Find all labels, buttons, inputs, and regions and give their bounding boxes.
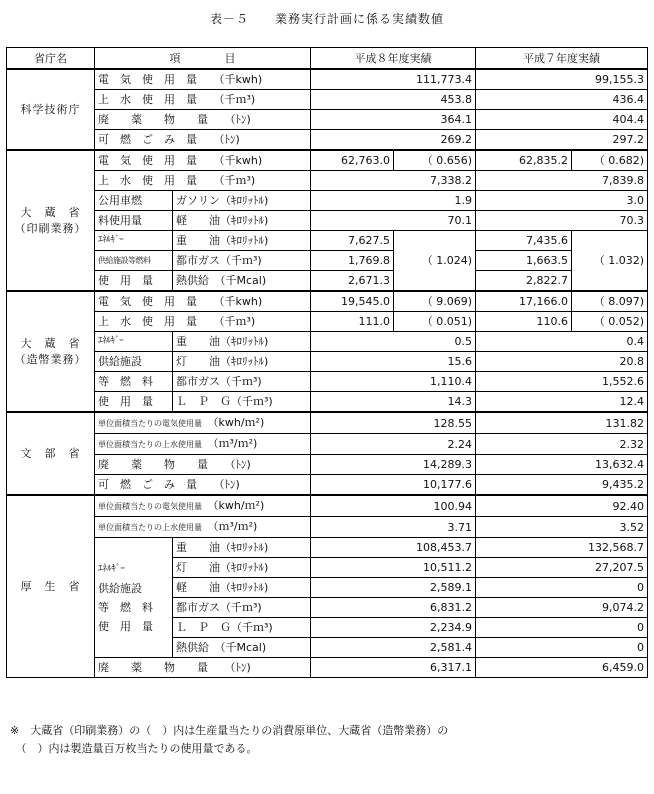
h7-value: 2,822.7 <box>476 271 572 292</box>
item-sub: 熱供給 （千Mcal) <box>173 271 311 292</box>
h7-value: 3.52 <box>476 517 648 538</box>
h8-value: 128.55 <box>311 412 476 434</box>
h8-value: 14,289.3 <box>311 455 476 475</box>
h8-value: 19,545.0 <box>311 291 394 312</box>
item-cell: 上 水 使 用 量 （千ｍ³) <box>95 312 311 332</box>
h8-value: 10,511.2 <box>311 558 476 578</box>
table-row <box>7 392 648 413</box>
item-category: 供給施設 <box>95 352 173 372</box>
h8-value: 6,831.2 <box>311 598 476 618</box>
table-row <box>7 658 648 678</box>
h8-value: 111,773.4 <box>311 69 476 90</box>
h7-value: 404.4 <box>476 110 648 130</box>
item-cell: 廃 薬 物 量 （ﾄﾝ) <box>95 110 311 130</box>
item-label: 単位面積当たりの電気使用量 <box>98 419 202 428</box>
h8-value: 70.1 <box>311 211 476 231</box>
h8-ratio: （ 0.656) <box>394 150 476 171</box>
item-category: 使 用 量 <box>98 619 153 633</box>
item-category: ｴﾈﾙｷﾞｰ <box>98 563 126 574</box>
item-cell: 電 気 使 用 量 （千kwh) <box>95 69 311 90</box>
item-sub: Ｌ Ｐ Ｇ（千ｍ³) <box>173 392 311 413</box>
item-sub: 灯 油（ｷﾛﾘｯﾄﾙ) <box>173 352 311 372</box>
table-row <box>7 231 648 251</box>
item-cell: 廃 薬 物 量 （ﾄﾝ) <box>95 455 311 475</box>
table-row <box>7 69 648 90</box>
h8-value: 7,338.2 <box>311 171 476 191</box>
h7-value: 297.2 <box>476 130 648 151</box>
item-cell <box>95 517 311 538</box>
ministry-sub: （印刷業務） <box>14 221 87 235</box>
item-cell: 可 燃 ご み 量 （ﾄﾝ) <box>95 475 311 496</box>
h8-ratio: （ 9.069) <box>394 291 476 312</box>
item-cell: 可 燃 ご み 量 （ﾄﾝ) <box>95 130 311 151</box>
h7-value: 132,568.7 <box>476 538 648 558</box>
item-sub: ガソリン（ｷﾛﾘｯﾄﾙ) <box>173 191 311 211</box>
header-h7: 平成７年度実績 <box>476 48 648 70</box>
table-row <box>7 352 648 372</box>
table-row <box>7 191 648 211</box>
h8-value: 7,627.5 <box>311 231 394 251</box>
h7-value: 436.4 <box>476 90 648 110</box>
item-unit: （ｍ³/ｍ²) <box>213 437 258 450</box>
h7-ratio: （ 0.052) <box>572 312 648 332</box>
h8-ratio: （ 1.024) <box>394 231 476 292</box>
item-cell <box>95 495 311 517</box>
h7-value: 9,435.2 <box>476 475 648 496</box>
table-row <box>7 171 648 191</box>
item-unit: （ｍ³/ｍ²) <box>213 520 258 533</box>
h7-value: 110.6 <box>476 312 572 332</box>
h8-value: 2,671.3 <box>311 271 394 292</box>
item-category: 等 燃 料 <box>98 600 153 614</box>
item-category: ｴﾈﾙｷﾞｰ <box>95 231 173 251</box>
item-label: 単位面積当たりの上水使用量 <box>98 523 202 532</box>
item-cell <box>95 412 311 434</box>
item-category: 使 用 量 <box>95 392 173 413</box>
item-sub: 軽 油（ｷﾛﾘｯﾄﾙ) <box>173 211 311 231</box>
ministry-name: 大 蔵 省 <box>20 205 81 219</box>
item-sub: 都市ガス（千ｍ³) <box>173 372 311 392</box>
h7-value: 70.3 <box>476 211 648 231</box>
table-row <box>7 372 648 392</box>
h7-value: 131.82 <box>476 412 648 434</box>
table-row <box>7 130 648 151</box>
h8-value: 15.6 <box>311 352 476 372</box>
item-cell: 電 気 使 用 量 （千kwh) <box>95 291 311 312</box>
table-row <box>7 517 648 538</box>
table-row <box>7 291 648 312</box>
h7-value: 1,663.5 <box>476 251 572 271</box>
h7-value: 27,207.5 <box>476 558 648 578</box>
h7-value: 2.32 <box>476 434 648 455</box>
item-cell: 電 気 使 用 量 （千kwh) <box>95 150 311 171</box>
item-sub: 重 油（ｷﾛﾘｯﾄﾙ) <box>173 231 311 251</box>
h7-value: 0 <box>476 618 648 638</box>
table-row <box>7 150 648 171</box>
h7-value: 9,074.2 <box>476 598 648 618</box>
item-sub: 都市ガス（千ｍ³) <box>173 251 311 271</box>
table-row <box>7 412 648 434</box>
h7-ratio: （ 8.097) <box>572 291 648 312</box>
item-sub: 灯 油（ｷﾛﾘｯﾄﾙ) <box>173 558 311 578</box>
h8-value: 0.5 <box>311 332 476 352</box>
item-cell: 廃 薬 物 量 （ﾄﾝ) <box>95 658 311 678</box>
h7-ratio: （ 0.682) <box>572 150 648 171</box>
table-row <box>7 434 648 455</box>
h8-value: 2,589.1 <box>311 578 476 598</box>
header-ministry: 省庁名 <box>7 48 95 70</box>
h8-value: 62,763.0 <box>311 150 394 171</box>
h8-value: 14.3 <box>311 392 476 413</box>
item-cell <box>95 434 311 455</box>
ministry-cell: 科学技術庁 <box>7 69 95 150</box>
item-sub: 重 油（ｷﾛﾘｯﾄﾙ) <box>173 332 311 352</box>
h7-value: 0 <box>476 638 648 658</box>
h7-value: 12.4 <box>476 392 648 413</box>
h8-value: 364.1 <box>311 110 476 130</box>
h7-value: 0 <box>476 578 648 598</box>
item-sub: 熱供給 （千Mcal) <box>173 638 311 658</box>
item-category: 等 燃 料 <box>95 372 173 392</box>
h8-value: 3.71 <box>311 517 476 538</box>
ministry-cell <box>7 291 95 412</box>
h8-value: 111.0 <box>311 312 394 332</box>
item-category: 供給施設等燃料 <box>95 251 173 271</box>
h7-value: 17,166.0 <box>476 291 572 312</box>
table-row <box>7 455 648 475</box>
h7-value: 62,835.2 <box>476 150 572 171</box>
h8-value: 2.24 <box>311 434 476 455</box>
h8-value: 453.8 <box>311 90 476 110</box>
table-row <box>7 495 648 517</box>
footnote-line: （ ）内は製造量百万枚当たりの使用量である。 <box>10 742 258 755</box>
h8-value: 10,177.6 <box>311 475 476 496</box>
h7-value: 20.8 <box>476 352 648 372</box>
item-cell: 上 水 使 用 量 （千ｍ³) <box>95 90 311 110</box>
ministry-sub: （造幣業務） <box>14 352 87 366</box>
table-row <box>7 271 648 292</box>
h7-value: 6,459.0 <box>476 658 648 678</box>
item-category: 料使用量 <box>95 211 173 231</box>
h7-value: 3.0 <box>476 191 648 211</box>
item-unit: （kwh/ｍ²) <box>213 499 265 512</box>
item-sub: 重 油（ｷﾛﾘｯﾄﾙ) <box>173 538 311 558</box>
ministry-cell: 文 部 省 <box>7 412 95 495</box>
h8-value: 269.2 <box>311 130 476 151</box>
h7-value: 7,839.8 <box>476 171 648 191</box>
item-unit: （kwh/ｍ²) <box>213 416 265 429</box>
h8-value: 1.9 <box>311 191 476 211</box>
ministry-name: 大 蔵 省 <box>20 336 81 350</box>
table-row <box>7 332 648 352</box>
results-table <box>6 47 648 678</box>
header-item: 項 目 <box>95 48 311 70</box>
h8-value: 108,453.7 <box>311 538 476 558</box>
footnote <box>10 722 646 758</box>
table-row <box>7 251 648 271</box>
item-sub: Ｌ Ｐ Ｇ（千ｍ³) <box>173 618 311 638</box>
h8-value: 1,769.8 <box>311 251 394 271</box>
item-category: 公用車燃 <box>95 191 173 211</box>
h7-value: 1,552.6 <box>476 372 648 392</box>
header-row <box>7 48 648 70</box>
h8-value: 2,234.9 <box>311 618 476 638</box>
table-row <box>7 312 648 332</box>
h7-value: 99,155.3 <box>476 69 648 90</box>
table-row <box>7 110 648 130</box>
item-category: 使 用 量 <box>95 271 173 292</box>
item-label: 単位面積当たりの電気使用量 <box>98 502 202 511</box>
item-category: 供給施設 <box>98 581 142 595</box>
h7-ratio: （ 1.032) <box>572 231 648 292</box>
footnote-line: ※ 大蔵省（印刷業務）の（ ）内は生産量当たりの消費原単位、大蔵省（造幣業務）の <box>10 724 449 737</box>
item-cell: 上 水 使 用 量 （千ｍ³) <box>95 171 311 191</box>
ministry-cell: 厚 生 省 <box>7 495 95 678</box>
item-sub: 都市ガス（千ｍ³) <box>173 598 311 618</box>
h8-value: 1,110.4 <box>311 372 476 392</box>
h8-value: 2,581.4 <box>311 638 476 658</box>
item-label: 単位面積当たりの上水使用量 <box>98 440 202 449</box>
item-category-block <box>95 538 173 658</box>
ministry-cell <box>7 150 95 291</box>
h8-ratio: （ 0.051) <box>394 312 476 332</box>
item-category: ｴﾈﾙｷﾞｰ <box>95 332 173 352</box>
h7-value: 92.40 <box>476 495 648 517</box>
table-row <box>7 211 648 231</box>
h8-value: 6,317.1 <box>311 658 476 678</box>
table-row <box>7 475 648 496</box>
table-row <box>7 90 648 110</box>
h7-value: 0.4 <box>476 332 648 352</box>
h8-value: 100.94 <box>311 495 476 517</box>
h7-value: 7,435.6 <box>476 231 572 251</box>
table-title: 表－５ 業務実行計画に係る実績数値 <box>209 12 444 26</box>
item-sub: 軽 油（ｷﾛﾘｯﾄﾙ) <box>173 578 311 598</box>
header-h8: 平成８年度実績 <box>311 48 476 70</box>
table-row <box>7 538 648 558</box>
h7-value: 13,632.4 <box>476 455 648 475</box>
